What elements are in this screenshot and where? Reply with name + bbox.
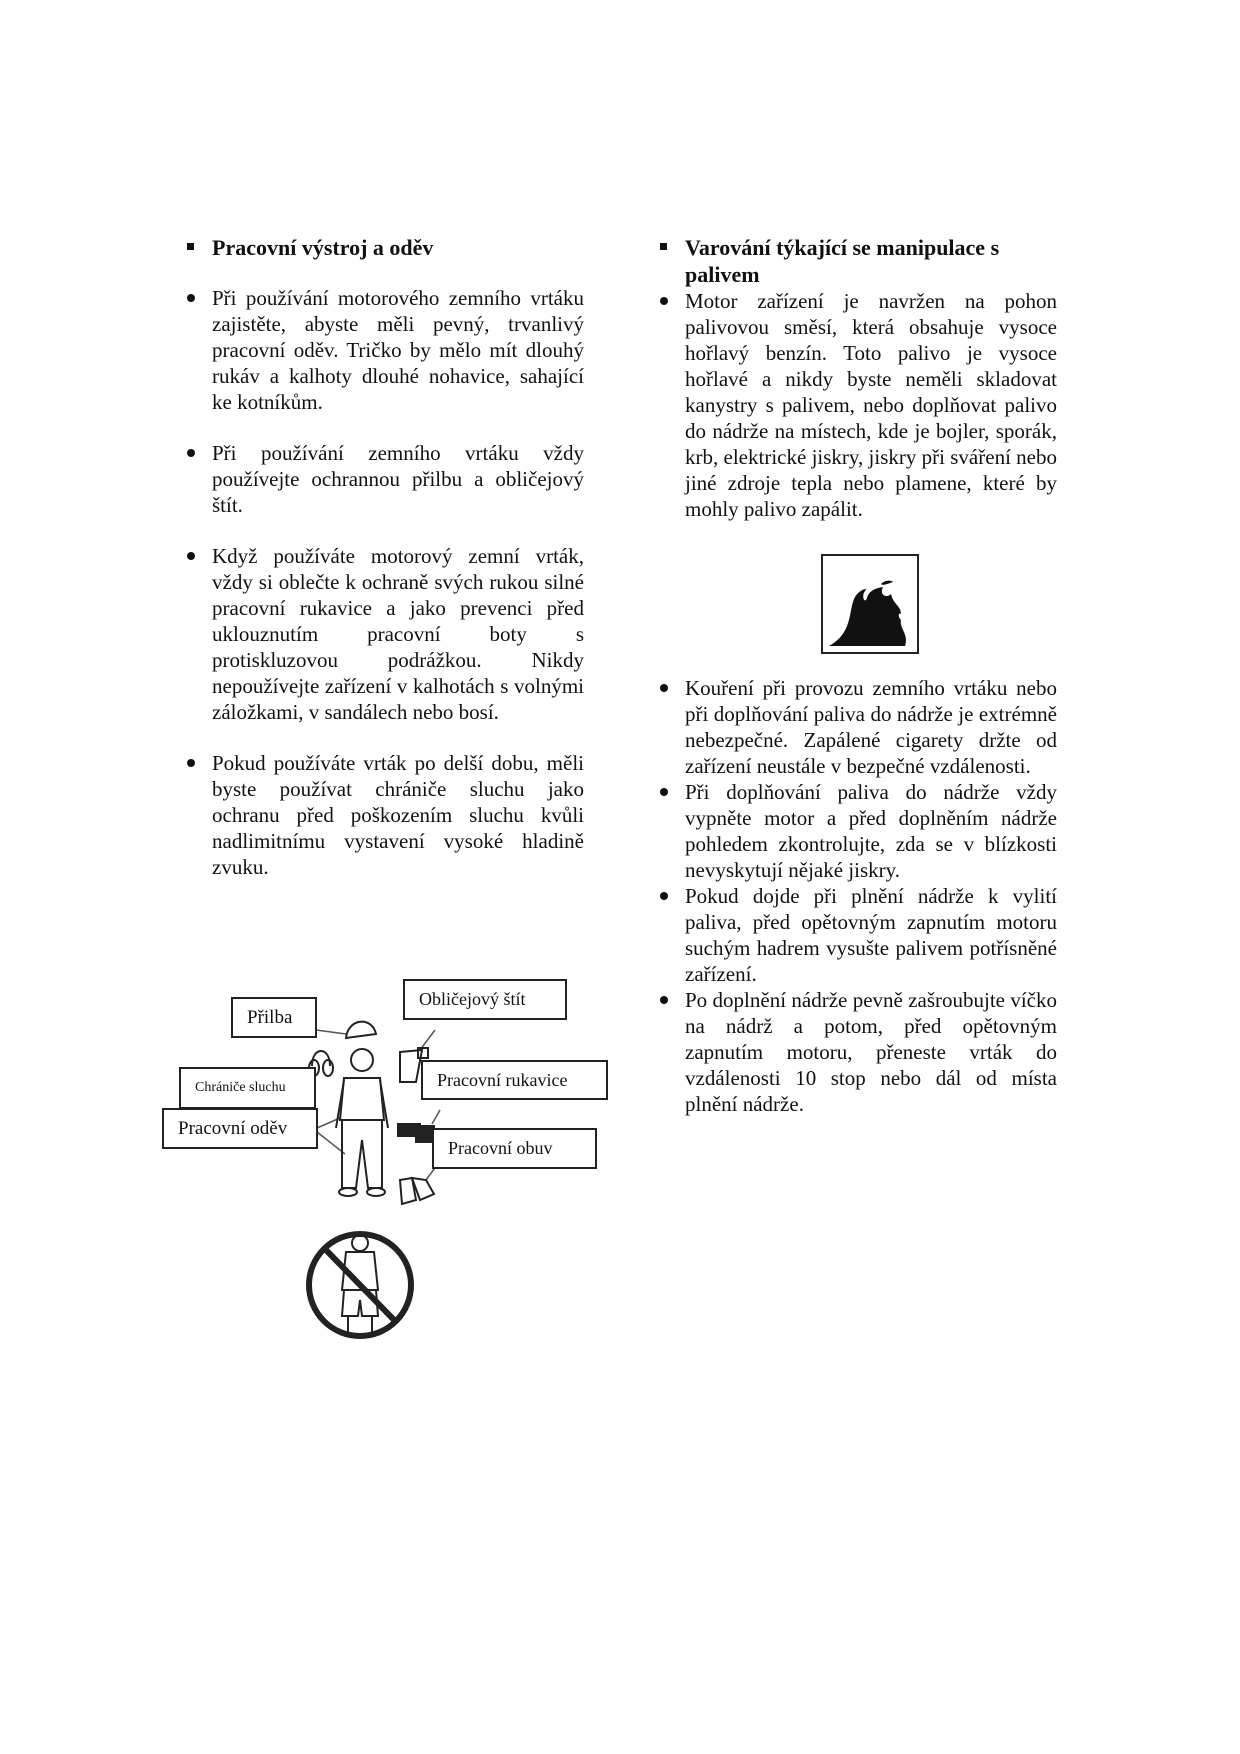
worker-figure-icon <box>336 1049 388 1196</box>
bullet-item: Když používáte motorový zemní vrták, vždy si oblečte k ochraně svých rukou silné pracovní rukavice a jako prevenci před uklouznutím pracovní boty s protiskluzovou podrážkou. Nikdy nepoužívejte zařízení v kalhotách s volnými záložkami, v sandálech nebo bosí. <box>212 544 584 724</box>
prohibited-clothing-icon <box>309 1234 411 1336</box>
label-face-shield: Obličejový štít <box>403 979 567 1020</box>
label-helmet: Přilba <box>231 997 317 1038</box>
gloves-icon <box>398 1124 434 1142</box>
label-work-clothes: Pracovní oděv <box>162 1108 318 1149</box>
bullet-item: Při používání zemního vrtáku vždy používejte ochrannou přilbu a obličejový štít. <box>212 441 584 517</box>
section-heading: Pracovní výstroj a oděv <box>212 234 584 261</box>
shoes-icon <box>400 1178 434 1204</box>
bullet-item: Pokud dojde při plnění nádrže k vylití paliva, před opětovným zapnutím motoru suchým hadrem vysušte palivem potřísněné zařízení. <box>685 884 1057 986</box>
label-gloves: Pracovní rukavice <box>421 1060 608 1100</box>
bullet-item: Po doplnění nádrže pevně zašroubujte víčko na nádrž a potom, před opětovným zapnutím motoru, přeneste vrták do vzdálenosti 10 stop nebo dál od místa plnění nádrže. <box>685 988 1057 1116</box>
bullet-item: Při používání motorového zemního vrtáku zajistěte, abyste měli pevný, trvanlivý pracovní oděv. Tričko by mělo mít dlouhý rukáv a kalhoty dlouhé nohavice, sahající ke kotníkům. <box>212 286 584 414</box>
fire-warning-icon <box>821 554 919 654</box>
label-work-shoes: Pracovní obuv <box>432 1128 597 1169</box>
bullet-item: Pokud používáte vrták po delší dobu, měli byste používat chrániče sluchu jako ochranu před poškozením sluchu kvůli nadlimitnímu vystavení vysoké hladině zvuku. <box>212 751 584 879</box>
bullet-item: Při doplňování paliva do nádrže vždy vypněte motor a před doplněním nádrže pohledem zkontrolujte, zda se v blízkosti nevyskytují nějaké jiskry. <box>685 780 1057 882</box>
section-heading: Varování týkající se manipulace s palivem <box>685 234 1057 288</box>
bullet-item: Kouření při provozu zemního vrtáku nebo při doplňování paliva do nádrže je extrémně nebezpečné. Zapálené cigarety držte od zařízení neustále v bezpečné vzdálenosti. <box>685 676 1057 778</box>
helmet-icon <box>346 1022 376 1038</box>
label-ear-protection: Chrániče sluchu <box>179 1067 316 1109</box>
left-column <box>212 234 584 880</box>
right-column <box>685 234 1057 522</box>
bullet-item: Motor zařízení je navržen na pohon palivovou směsí, která obsahuje vysoce hořlavý benzín. Toto palivo je vysoce hořlavé a nikdy byste neměli skladovat kanystry s palivem, nebo doplňovat palivo do nádrže na místech, kde je bojler, sporák, krb, elektrické jiskry, jiskry při sváření nebo jiné zdroje tepla nebo plamene, které by mohly palivo zapálit. <box>685 289 1057 521</box>
right-column-lower <box>685 675 1057 1117</box>
